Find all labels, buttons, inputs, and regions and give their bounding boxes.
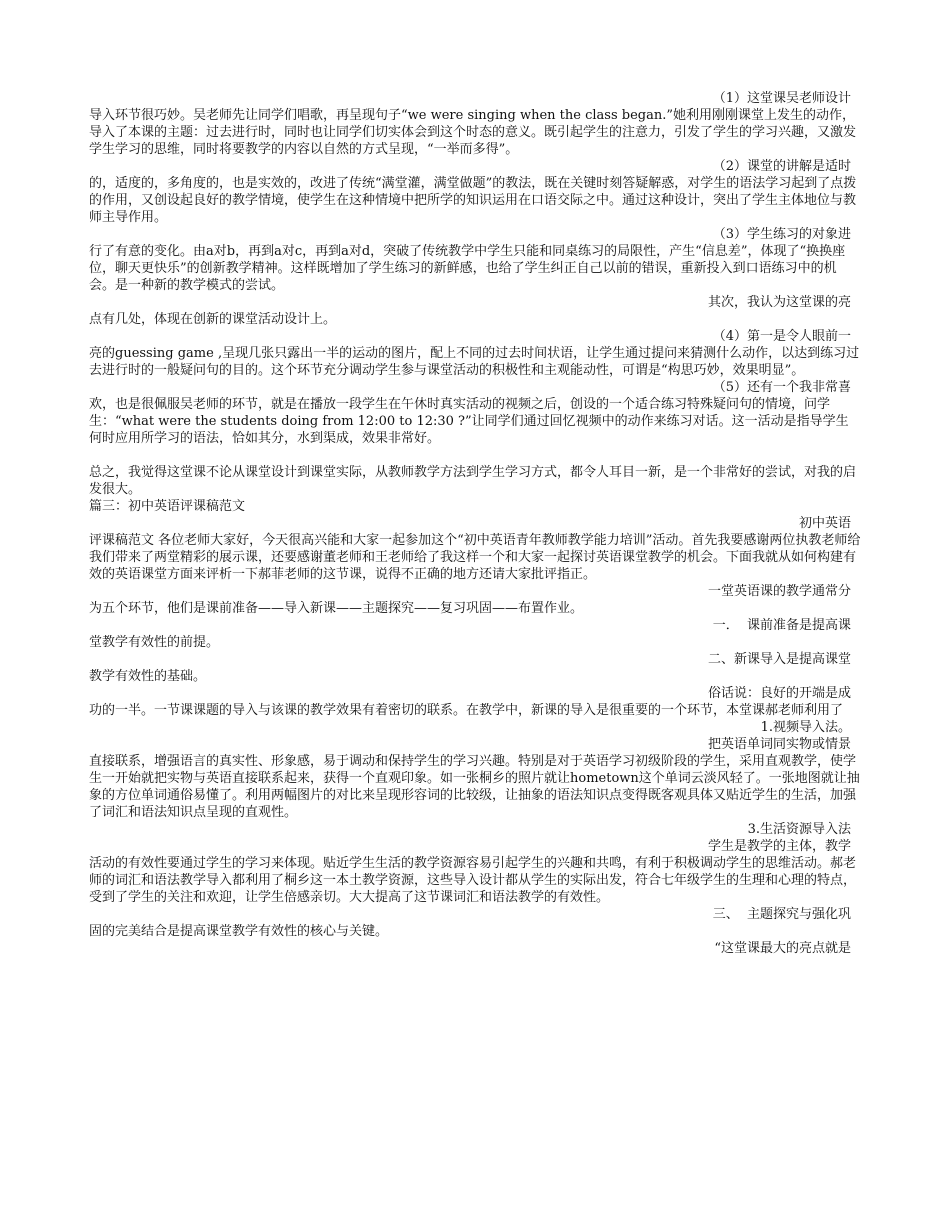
paragraph bbox=[89, 821, 861, 838]
paragraph-lead: 3.生活资源导入法 bbox=[747, 822, 851, 837]
paragraph-body: 总之，我觉得这堂课不论从课堂设计到课堂实际，从教师教学方法到学生学习方式，都令人耳目一新，是一个非常好的尝试，对我的启发很大。 bbox=[89, 465, 857, 497]
paragraph-lead: （1）这堂课吴老师设计 bbox=[712, 91, 851, 106]
paragraph-body: 堂教学有效性的前提。 bbox=[89, 635, 220, 650]
paragraph bbox=[89, 379, 861, 447]
paragraph bbox=[89, 651, 861, 685]
paragraph-lead: （2）课堂的讲解是适时 bbox=[712, 159, 851, 174]
paragraph bbox=[89, 685, 861, 719]
paragraph-body: 点有几处，体现在创新的课堂活动设计上。 bbox=[89, 312, 337, 327]
paragraph-lead: （4）第一是令人眼前一 bbox=[712, 329, 851, 344]
paragraph bbox=[89, 583, 861, 617]
paragraph-body: 功的一半。一节课课题的导入与该课的教学效果有着密切的联系。在教学中，新课的导入是很重要的一个环节，本堂课郝老师利用了 bbox=[89, 703, 844, 718]
paragraph-body: 亮的guessing game ,呈现几张只露出一半的运动的图片，配上不同的过去时间状语，让学生通过提问来猜测什么动作，以达到练习过去进行时的一般疑问句的目的。这个环节充分调动学生参与课堂活动的积极性和主观能动性，可谓是“构思巧妙，效果明显”。 bbox=[89, 346, 860, 378]
paragraph bbox=[89, 838, 861, 906]
paragraph-body: 直接联系，增强语言的真实性、形象感，易于调动和保持学生的学习兴趣。特别是对于英语学习初级阶段的学生，采用直观教学，使学生一开始就把实物与英语直接联系起来，获得一个直观印象。如一张桐乡的照片就让hometown这个单词云淡风轻了。一张地图就让抽象的方位单词通俗易懂了。利用两幅图片的对比来呈现形容词的比较级，让抽象的语法知识点变得既客观具体又贴近学生的生活，加强了词汇和语法知识点呈现的直观性。 bbox=[89, 754, 860, 820]
paragraph-lead: （3）学生练习的对象进 bbox=[712, 227, 851, 242]
paragraph-lead: （5）还有一个我非常喜 bbox=[712, 380, 851, 395]
paragraph-lead: 1.视频导入法。 bbox=[760, 720, 851, 735]
paragraph-body: 欢，也是很佩服吴老师的环节，就是在播放一段学生在午休时真实活动的视频之后，创设的一个适合练习特殊疑问句的情境，问学生：“what were the students doing from 12:00 to 12:30 ?”让同学们通过回忆视频中的动作来练习对话。这一活动是指导学生何时应用所学习的语法，恰如其分，水到渠成，效果非常好。 bbox=[89, 397, 849, 446]
paragraph-body: 导入环节很巧妙。吴老师先让同学们唱歌，再呈现句子“we were singing when the class began.”她利用刚刚课堂上发生的动作，导入了本课的主题：过去进行时，同时也让同学们切实体会到这个时态的意义。既引起学生的注意力，引发了学生的学习兴趣，又激发学生学习的思维，同时将要教学的内容以自然的方式呈现，“一举而多得”。 bbox=[89, 108, 857, 157]
paragraph-lead: 其次，我认为这堂课的亮 bbox=[707, 295, 851, 310]
paragraph-body: 教学有效性的基础。 bbox=[89, 669, 207, 684]
paragraph bbox=[89, 158, 861, 226]
paragraph-body: 行了有意的变化。由a对b，再到a对c，再到a对d，突破了传统教学中学生只能和同桌练习的局限性，产生“信息差”，体现了“换换座位，聊天更快乐”的创新教学精神。这样既增加了学生练习的新鲜感，也给了学生纠正自己以前的错误，重新投入到口语练习中的机会。是一种新的教学模式的尝试。 bbox=[89, 244, 846, 293]
paragraph-body: 为五个环节，他们是课前准备——导入新课——主题探究——复习巩固——布置作业。 bbox=[89, 601, 584, 616]
paragraph bbox=[89, 328, 861, 379]
paragraph-lead: “这堂课最大的亮点就是 bbox=[714, 941, 851, 956]
paragraph-body: 篇三：初中英语评课稿范文 bbox=[89, 499, 246, 514]
paragraph-body: 评课稿范文 各位老师大家好，今天很高兴能和大家一起参加这个“初中英语青年教师教学能力培训”活动。首先我要感谢两位执教老师给我们带来了两堂精彩的展示课，还要感谢董老师和王老师给了我这样一个和大家一起探讨英语课堂教学的机会。下面我就从如何构建有效的英语课堂方面来评析一下郝菲老师的这节课，说得不正确的地方还请大家批评指正。 bbox=[89, 533, 861, 582]
paragraph-lead: 三、 主题探究与强化巩 bbox=[712, 907, 851, 922]
paragraph bbox=[89, 940, 861, 957]
paragraph-body: 的，适度的，多角度的，也是实效的，改进了传统“满堂灌，满堂做题”的教法，既在关键时刻答疑解惑，对学生的语法学习起到了点拨的作用，又创设起良好的教学情境，使学生在这种情境中把所学的知识运用在口语交际之中。通过这种设计，突出了学生主体地位与教师主导作用。 bbox=[89, 176, 857, 225]
paragraph bbox=[89, 498, 861, 515]
paragraph-body: 活动的有效性要通过学生的学习来体现。贴近学生生活的教学资源容易引起学生的兴趣和共鸣，有利于积极调动学生的思维活动。郝老师的词汇和语法教学导入都利用了桐乡这一本土教学资源，这些导入设计都从学生的实际出发，符合七年级学生的生理和心理的特点，受到了学生的关注和欢迎，让学生倍感亲切。大大提高了这节课词汇和语法教学的有效性。 bbox=[89, 856, 857, 905]
paragraph bbox=[89, 515, 861, 583]
paragraph bbox=[89, 226, 861, 294]
paragraph bbox=[89, 294, 861, 328]
paragraph bbox=[89, 719, 861, 736]
paragraph-lead: 俗话说：良好的开端是成 bbox=[707, 686, 851, 701]
paragraph bbox=[89, 736, 861, 821]
paragraph-lead: 一堂英语课的教学通常分 bbox=[707, 584, 851, 599]
document-page bbox=[89, 90, 861, 957]
paragraph-body: 固的完美结合是提高课堂教学有效性的核心与关键。 bbox=[89, 924, 389, 939]
paragraph bbox=[89, 464, 861, 498]
blank-line bbox=[89, 447, 861, 464]
paragraph-lead: 学生是教学的主体，教学 bbox=[707, 839, 851, 854]
paragraph-lead: 一． 课前准备是提高课 bbox=[712, 618, 851, 633]
paragraph-lead: 二、新课导入是提高课堂 bbox=[707, 652, 851, 667]
paragraph bbox=[89, 906, 861, 940]
paragraph-lead: 初中英语 bbox=[798, 516, 851, 531]
paragraph-lead: 把英语单词同实物或情景 bbox=[707, 737, 851, 752]
paragraph bbox=[89, 90, 861, 158]
paragraph bbox=[89, 617, 861, 651]
